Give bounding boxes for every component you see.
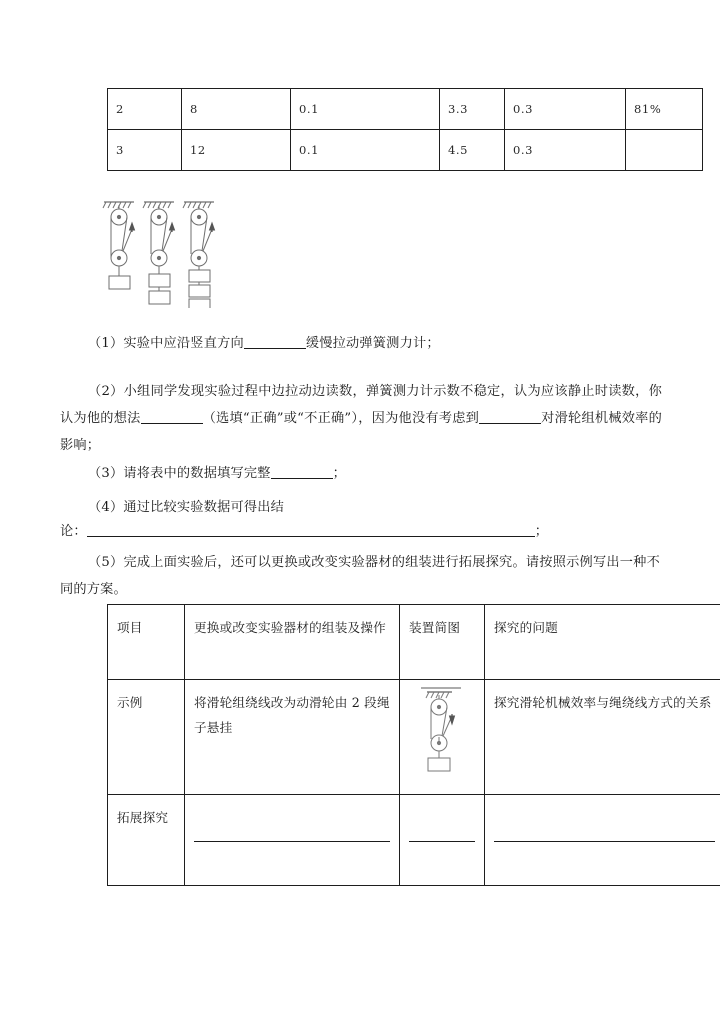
cell-force: 4.5 (440, 130, 505, 171)
table-row-example (108, 680, 720, 795)
cell-distance: 0.3 (505, 89, 626, 130)
cell-height: 0.1 (291, 130, 440, 171)
cell-height: 0.1 (291, 89, 440, 130)
cell-question-extension[interactable] (485, 795, 720, 886)
cell-item-example: 示例 (108, 680, 185, 795)
pulley-system-diagram-3 (180, 196, 226, 308)
question-2-part3: 对滑轮组机械效率的影响； (60, 411, 662, 453)
table-row (108, 89, 703, 130)
cell-diagram-example (400, 680, 485, 795)
question-4-line1: （4）通过比较实验数据可得出结 (88, 500, 285, 515)
header-item: 项目 (108, 605, 185, 680)
cell-weight: 12 (182, 130, 291, 171)
scan-artifact-mark (198, 296, 202, 300)
cell-item-extension: 拓展探究 (108, 795, 185, 886)
question-3-suffix: ； (332, 466, 347, 481)
question-1-prefix: （1）实验中应沿竖直方向 (88, 336, 244, 351)
cell-distance: 0.3 (505, 130, 626, 171)
answer-blank[interactable] (479, 423, 541, 424)
answer-blank[interactable] (271, 478, 333, 479)
cell-operation-example: 将滑轮组绕线改为动滑轮由 2 段绳子悬挂 (185, 680, 400, 795)
extension-scheme-table (107, 604, 720, 886)
answer-blank-question[interactable] (494, 817, 715, 842)
pulley-diagram-icon (416, 684, 468, 780)
cell-operation-extension[interactable] (185, 795, 400, 886)
question-1 (60, 330, 660, 357)
question-4-line2 (60, 518, 660, 545)
cell-efficiency: 81% (626, 89, 703, 130)
question-4-prefix: 论： (60, 524, 87, 539)
cell-efficiency (626, 130, 703, 171)
question-1-suffix: 缓慢拉动弹簧测力计； (305, 336, 440, 351)
answer-blank-operation[interactable] (194, 817, 390, 842)
answer-blank-diagram[interactable] (409, 817, 475, 842)
question-2-part2: （选填“正确”或“不正确”），因为他没有考虑到 (202, 411, 480, 426)
answer-blank-long[interactable] (87, 536, 535, 537)
header-diagram: 装置简图 (400, 605, 485, 680)
cell-weight: 8 (182, 89, 291, 130)
header-operation: 更换或改变实验器材的组装及操作 (185, 605, 400, 680)
question-4-suffix: ； (534, 524, 549, 539)
cell-question-example: 探究滑轮机械效率与绳绕线方式的关系 (485, 680, 720, 795)
question-2 (60, 378, 662, 459)
answer-blank[interactable] (141, 423, 203, 424)
question-5: （5）完成上面实验后，还可以更换或改变实验器材的组装进行拓展探究。请按照示例写出一种不同的方案。 (60, 555, 660, 597)
cell-force: 3.3 (440, 89, 505, 130)
cell-trial: 3 (108, 130, 182, 171)
question-3-prefix: （3）请将表中的数据填写完整 (88, 466, 271, 481)
header-question: 探究的问题 (485, 605, 720, 680)
table-row (108, 130, 703, 171)
pulley-systems-figure (96, 196, 246, 308)
table-header-row (108, 605, 720, 680)
answer-blank[interactable] (244, 348, 306, 349)
question-2-part1: （2）小组同学发现实验过程中边拉动边读数，弹簧测力计示数不稳定，认为应该静止时读数，你认为他的想法 (60, 384, 662, 426)
cell-trial: 2 (108, 89, 182, 130)
experiment-data-table (107, 88, 703, 171)
question-3 (60, 460, 660, 487)
table-row-extension (108, 795, 720, 886)
cell-diagram-extension[interactable] (400, 795, 485, 886)
